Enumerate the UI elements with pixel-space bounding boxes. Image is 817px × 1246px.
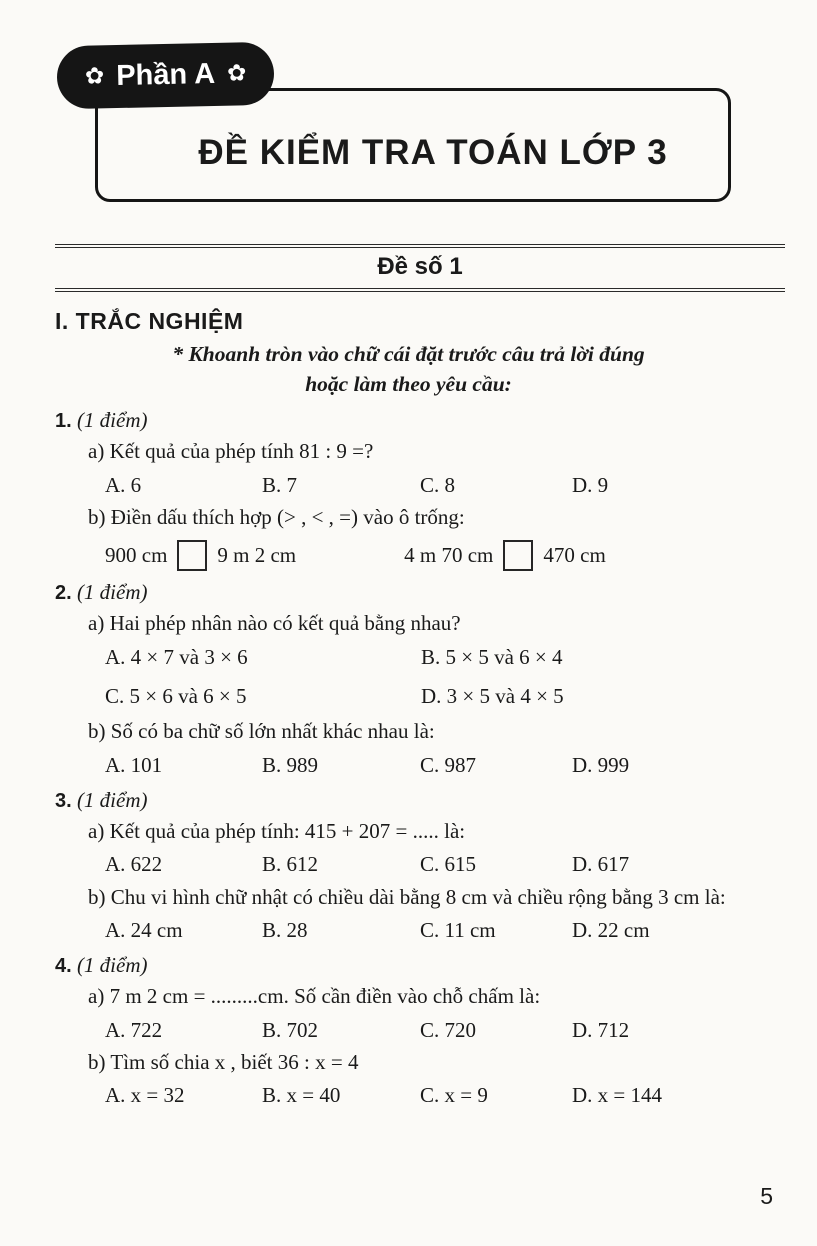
choice-row <box>105 1016 789 1044</box>
choice-option: B. 28 <box>262 917 308 942</box>
choice-option: D. 9 <box>572 472 609 497</box>
choice-option: B. 5 × 5 và 6 × 4 <box>421 644 563 669</box>
choice-option: D. 712 <box>572 1017 630 1042</box>
question-number: 1. <box>55 410 72 433</box>
question-3 <box>55 788 789 944</box>
page-number: 5 <box>760 1183 773 1209</box>
part-text: Kết quả của phép tính: 415 + 207 = ..... là: <box>109 818 466 843</box>
comparison-row <box>105 540 789 571</box>
choice-option: A. 24 cm <box>105 917 183 942</box>
question-list <box>0 408 817 1110</box>
question-points: (1 điểm) <box>76 408 148 433</box>
part-label: b) <box>88 719 106 744</box>
choice-option: B. 989 <box>262 752 319 777</box>
question-2 <box>55 580 789 779</box>
flower-icon: ✿ <box>226 60 247 87</box>
choice-row <box>105 471 789 499</box>
empty-answer-box <box>503 540 533 571</box>
question-part <box>88 817 789 845</box>
question-part <box>88 609 789 637</box>
question-part <box>88 717 789 745</box>
choice-option: D. 3 × 5 và 4 × 5 <box>421 683 564 708</box>
choice-option: B. 702 <box>262 1017 319 1042</box>
comparison-left: 4 m 70 cm <box>404 543 494 568</box>
part-text: Kết quả của phép tính 81 : 9 =? <box>109 439 374 464</box>
question-part <box>88 982 789 1010</box>
choice-option: A. 722 <box>105 1017 163 1042</box>
question-header <box>55 580 789 605</box>
choice-row <box>105 850 789 878</box>
test-number-title: Đề số 1 <box>377 253 463 280</box>
choice-option: C. 615 <box>420 852 477 877</box>
test-number-banner <box>55 244 785 292</box>
choice-option: C. 8 <box>420 472 456 497</box>
part-label: b) <box>88 1050 106 1074</box>
part-text: Chu vi hình chữ nhật có chiều dài bằng 8 cm và chiều rộng bằng 3 cm là: <box>110 884 726 909</box>
question-part <box>88 503 789 531</box>
part-label: b) <box>88 884 106 909</box>
comparison-right: 470 cm <box>543 543 606 568</box>
choice-option: D. x = 144 <box>572 1083 663 1108</box>
choice-option: D. 999 <box>572 752 630 777</box>
flower-icon: ✿ <box>84 63 105 90</box>
part-badge-label: Phần A <box>115 57 216 93</box>
question-points: (1 điểm) <box>76 953 148 978</box>
choice-row <box>105 751 789 779</box>
choice-option: C. 987 <box>420 752 477 777</box>
part-label: b) <box>88 504 106 529</box>
part-label: a) <box>88 611 105 636</box>
part-label: a) <box>88 818 105 843</box>
part-badge <box>56 42 275 110</box>
question-points: (1 điểm) <box>76 580 148 605</box>
empty-answer-box <box>177 540 207 571</box>
question-header <box>55 788 789 813</box>
choice-option: D. 22 cm <box>572 917 650 942</box>
test-page <box>0 46 817 1209</box>
question-part <box>88 437 789 465</box>
choice-option: B. 612 <box>262 852 319 877</box>
part-text: 7 m 2 cm = .........cm. Số cần điền vào chỗ chấm là: <box>109 984 541 1009</box>
choice-option: C. x = 9 <box>420 1083 488 1108</box>
part-text: Điền dấu thích hợp (> , < , =) vào ô trống: <box>110 504 465 529</box>
question-1 <box>55 408 789 571</box>
part-text: Hai phép nhân nào có kết quả bằng nhau? <box>109 611 461 636</box>
question-4 <box>55 953 789 1109</box>
part-label: a) <box>88 439 105 464</box>
choice-option: A. 6 <box>105 472 142 497</box>
comparison-right: 9 m 2 cm <box>217 543 297 568</box>
instructions <box>0 339 817 399</box>
comparison-pair <box>404 540 606 571</box>
choice-option: C. 11 cm <box>420 917 496 942</box>
question-number: 3. <box>55 789 72 812</box>
comparison-pair <box>105 540 296 571</box>
part-label: a) <box>88 984 105 1009</box>
choice-option: A. 622 <box>105 852 163 877</box>
question-part <box>88 1048 789 1076</box>
page-title: ĐỀ KIỂM TRA TOÁN LỚP 3 <box>198 133 668 172</box>
choice-option: B. 7 <box>262 472 298 497</box>
choice-option: B. x = 40 <box>262 1083 341 1108</box>
comparison-left: 900 cm <box>105 543 168 568</box>
instruction-line-1: * Khoanh tròn vào chữ cái đặt trước câu trả lời đúng <box>172 342 645 366</box>
choice-option: A. 4 × 7 và 3 × 6 <box>105 644 248 669</box>
question-points: (1 điểm) <box>76 787 148 812</box>
question-header <box>55 408 789 433</box>
choice-option: C. 720 <box>420 1017 477 1042</box>
choice-row <box>105 916 789 944</box>
page-header <box>0 46 817 206</box>
instruction-line-2: hoặc làm theo yêu cầu: <box>305 372 512 397</box>
choice-option: C. 5 × 6 và 6 × 5 <box>105 683 247 708</box>
part-text: Tìm số chia x , biết 36 : x = 4 <box>110 1050 359 1074</box>
question-number: 4. <box>55 955 72 978</box>
question-number: 2. <box>55 582 72 605</box>
choice-option: A. x = 32 <box>105 1083 185 1108</box>
part-text: Số có ba chữ số lớn nhất khác nhau là: <box>110 719 435 744</box>
question-part <box>88 883 789 911</box>
question-header <box>55 953 789 978</box>
choice-row <box>105 643 789 711</box>
choice-option: D. 617 <box>572 852 630 877</box>
section-heading: I. TRẮC NGHIỆM <box>55 308 244 334</box>
choice-row <box>105 1081 789 1109</box>
choice-option: A. 101 <box>105 752 163 777</box>
